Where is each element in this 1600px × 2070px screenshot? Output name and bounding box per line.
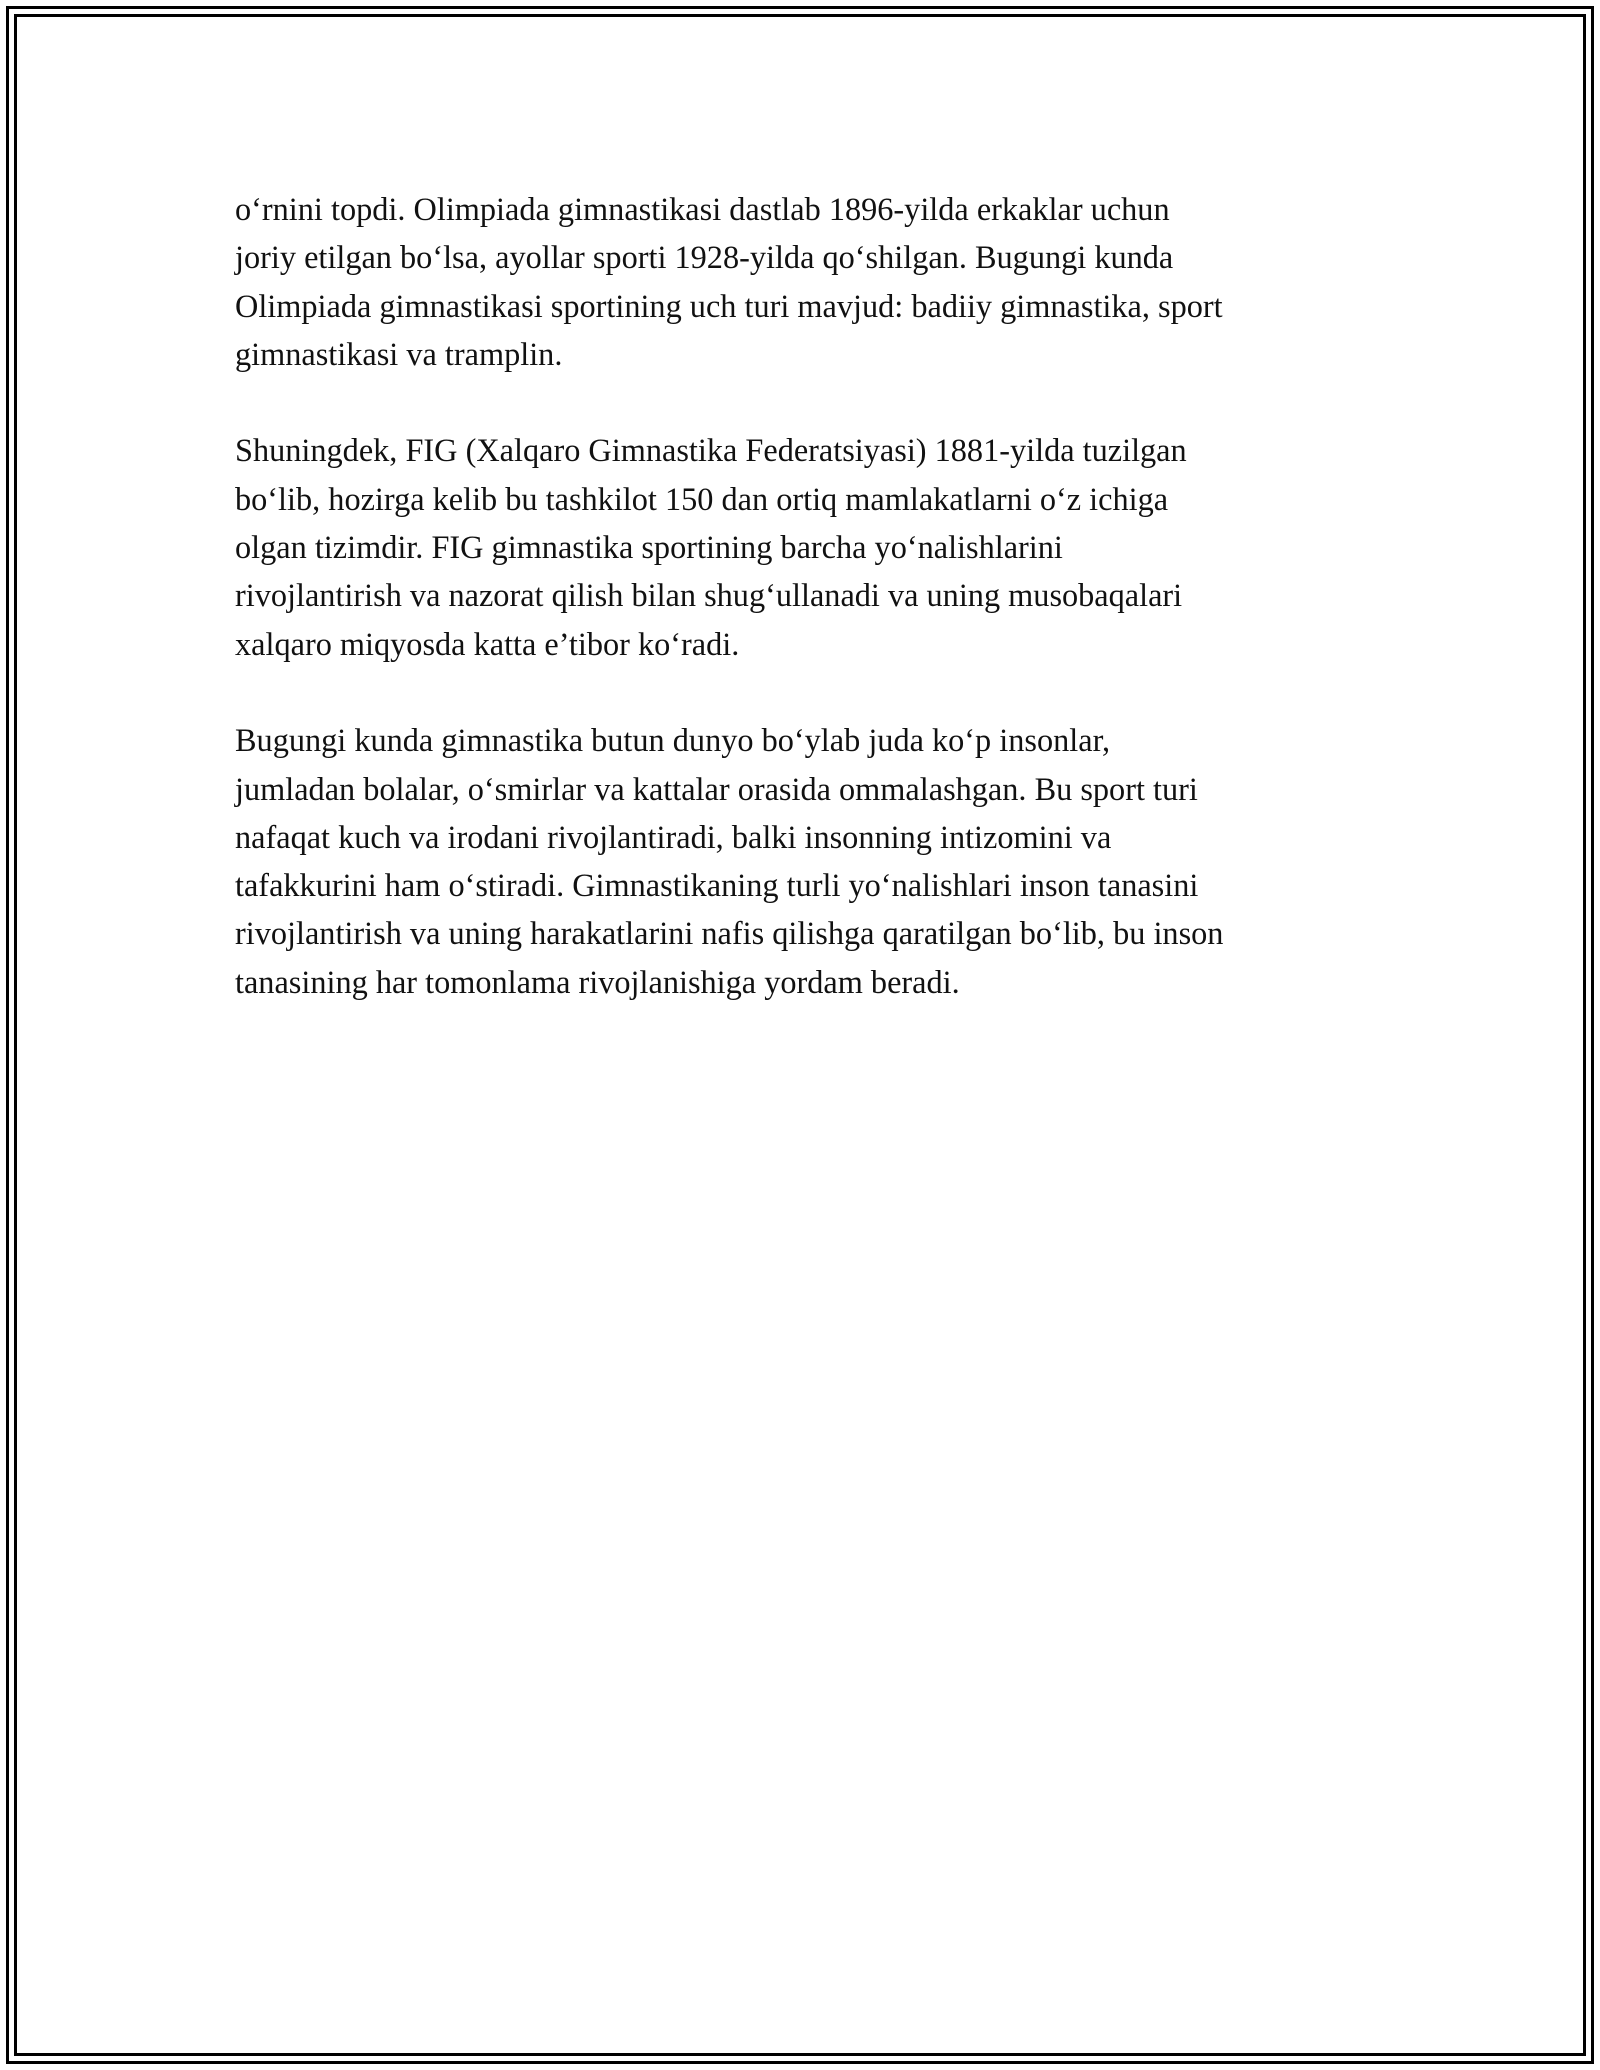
text-line: bo‘lib, hozirga kelib bu tashkilot 150 dan ortiq mamlakatlarni o‘z ichiga	[235, 480, 1169, 517]
text-line: gimnastikasi va tramplin.	[235, 335, 563, 372]
text-line: nafaqat kuch va irodani rivojlantiradi, balki insonning intizomini va	[235, 818, 1112, 855]
paragraph	[235, 185, 1375, 378]
text-line: jumladan bolalar, o‘smirlar va kattalar orasida ommalashgan. Bu sport turi	[235, 770, 1198, 807]
paragraph	[235, 716, 1375, 1006]
text-line: tanasining har tomonlama rivojlanishiga yordam beradi.	[235, 963, 960, 1000]
text-line: rivojlantirish va uning harakatlarini nafis qilishga qaratilgan bo‘lib, bu inson	[235, 915, 1224, 952]
text-line: rivojlantirish va nazorat qilish bilan shug‘ullanadi va uning musobaqalari	[235, 577, 1183, 614]
text-line: Olimpiada gimnastikasi sportining uch turi mavjud: badiiy gimnastika, sport	[235, 287, 1223, 324]
text-line: tafakkurini ham o‘stiradi. Gimnastikaning turli yo‘nalishlari inson tanasini	[235, 867, 1199, 904]
text-line: xalqaro miqyosda katta e’tibor ko‘radi.	[235, 625, 740, 662]
text-line: o‘rnini topdi. Olimpiada gimnastikasi dastlab 1896-yilda erkaklar uchun	[235, 191, 1170, 227]
paragraph	[235, 426, 1375, 667]
text-line: olgan tizimdir. FIG gimnastika sportining barcha yo‘nalishlarini	[235, 529, 1063, 566]
text-line: Bugungi kunda gimnastika butun dunyo bo‘ylab juda ko‘p insonlar,	[235, 722, 1111, 759]
document-body	[235, 185, 1375, 1054]
text-line: Shuningdek, FIG (Xalqaro Gimnastika Federatsiyasi) 1881-yilda tuzilgan	[235, 432, 1187, 469]
text-line: joriy etilgan bo‘lsa, ayollar sporti 1928-yilda qo‘shilgan. Bugungi kunda	[235, 239, 1174, 276]
